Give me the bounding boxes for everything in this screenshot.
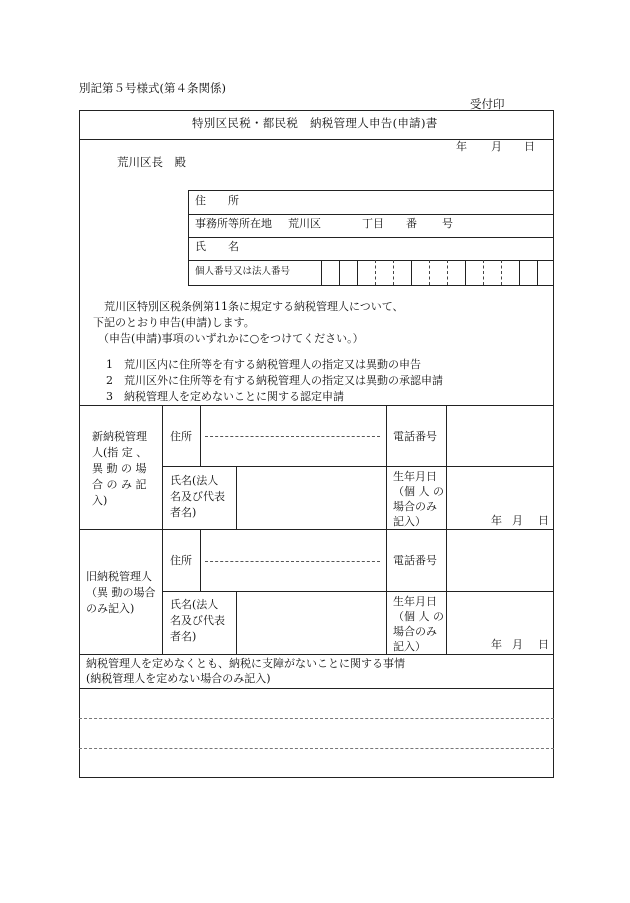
body-text-line-2: 下記のとおり申告(申請)します。 [93,316,255,329]
option-1-text[interactable]: 荒川区内に住所等を有する納税管理人の指定又は異動の申告 [124,358,421,371]
applicant-name-label: 氏 名 [195,240,239,253]
number-cell-border [483,260,484,285]
new-admin-phone-label: 電話番号 [393,430,437,443]
reason-label-1: 納税管理人を定めなくとも、納税に支障がないことに関する事情 [86,657,405,670]
old-admin-label-3: のみ記入) [86,602,135,615]
old-admin-phone-label: 電話番号 [393,554,437,567]
divider [79,654,554,655]
office-go: 号 [442,217,453,230]
old-admin-name-label-1: 氏名(法人 [170,598,219,611]
date-month-label: 月 [491,140,502,153]
divider [188,214,554,215]
divider [162,591,554,592]
office-ward: 荒川区 [288,217,321,230]
divider [200,529,201,591]
option-number: 1 [106,358,113,371]
number-cell-border [447,260,448,285]
option-2-text[interactable]: 荒川区外に住所等を有する納税管理人の指定又は異動の承認申請 [124,374,443,387]
new-admin-label-1: 新納税管理 [92,430,147,443]
divider [188,237,554,238]
divider [79,139,554,140]
new-admin-name-label-2: 名及び代表 [170,490,225,503]
old-admin-dob-year: 年 [491,638,502,651]
number-cell-border [537,260,538,285]
old-admin-label-1: 旧納税管理人 [86,570,152,583]
form-title: 特別区民税・都民税 納税管理人申告(申請)書 [192,116,438,130]
new-admin-address-label: 住所 [170,430,192,443]
old-admin-name-label-3: 者名) [170,630,197,643]
old-admin-name-label-2: 名及び代表 [170,614,225,627]
date-year-label: 年 [456,140,467,153]
number-cell-border [393,260,394,285]
divider [200,405,201,466]
body-text-line-1: 荒川区特別区税条例第11条に規定する納税管理人について、 [104,300,404,313]
new-admin-dob-label-3: 場合のみ [393,500,437,513]
reason-writing-line[interactable] [79,748,554,749]
id-number-label: 個人番号又は法人番号 [195,266,291,277]
new-admin-dob-day: 日 [538,514,549,527]
form-number: 別記第５号様式(第４条関係) [79,81,226,95]
divider [79,529,554,530]
address-line [205,436,380,437]
office-ban: 番 [406,217,417,230]
old-admin-dob-label-2: （個 人 の [393,610,444,623]
option-3-text[interactable]: 納税管理人を定めないことに関する認定申請 [124,390,344,403]
option-number: 3 [106,390,113,403]
divider [188,260,554,261]
new-admin-dob-year: 年 [491,514,502,527]
new-admin-name-label-1: 氏名(法人 [170,474,219,487]
divider [188,190,554,191]
new-admin-label-4: 合 の み 記 [92,478,147,491]
divider [188,285,554,286]
divider [79,405,554,406]
old-admin-label-2: （異 動の場合 [86,586,156,599]
number-cell-border [375,260,376,285]
office-location-label: 事務所等所在地 [195,217,272,230]
new-admin-label-5: 入) [92,494,108,507]
applicant-address-label: 住 所 [195,194,239,207]
number-cell-border [465,260,466,285]
number-cell-border [321,260,322,285]
old-admin-dob-month: 月 [512,638,523,651]
new-admin-dob-label-1: 生年月日 [393,470,437,483]
receipt-stamp-label: 受付印 [470,97,505,111]
new-admin-dob-label-2: （個 人 の [393,485,444,498]
old-admin-dob-day: 日 [538,638,549,651]
date-day-label: 日 [524,140,535,153]
new-admin-label-3: 異 動 の 場 [92,462,147,475]
address-line [205,561,380,562]
number-cell-border [519,260,520,285]
office-chome: 丁目 [362,217,384,230]
reason-writing-line[interactable] [79,718,554,719]
new-admin-label-2: 人(指 定 、 [92,446,148,459]
addressee: 荒川区長 殿 [117,155,186,169]
old-admin-dob-label-4: 記入） [393,640,426,653]
divider [236,466,237,529]
number-cell-border [501,260,502,285]
number-cell-border [357,260,358,285]
option-number: 2 [106,374,113,387]
old-admin-dob-label-3: 場合のみ [393,625,437,638]
body-text-line-3: （申告(申請)事項のいずれかに○をつけてください。） [98,332,364,345]
reason-label-2: (納税管理人を定めない場合のみ記入) [86,672,271,685]
old-admin-dob-label-1: 生年月日 [393,595,437,608]
number-cell-border [429,260,430,285]
new-admin-dob-month: 月 [512,514,523,527]
number-cell-border [339,260,340,285]
divider [162,466,554,467]
number-cell-border [411,260,412,285]
new-admin-dob-label-4: 記入） [393,515,426,528]
new-admin-name-label-3: 者名) [170,506,197,519]
old-admin-address-label: 住所 [170,554,192,567]
divider [79,688,554,689]
divider [236,591,237,654]
